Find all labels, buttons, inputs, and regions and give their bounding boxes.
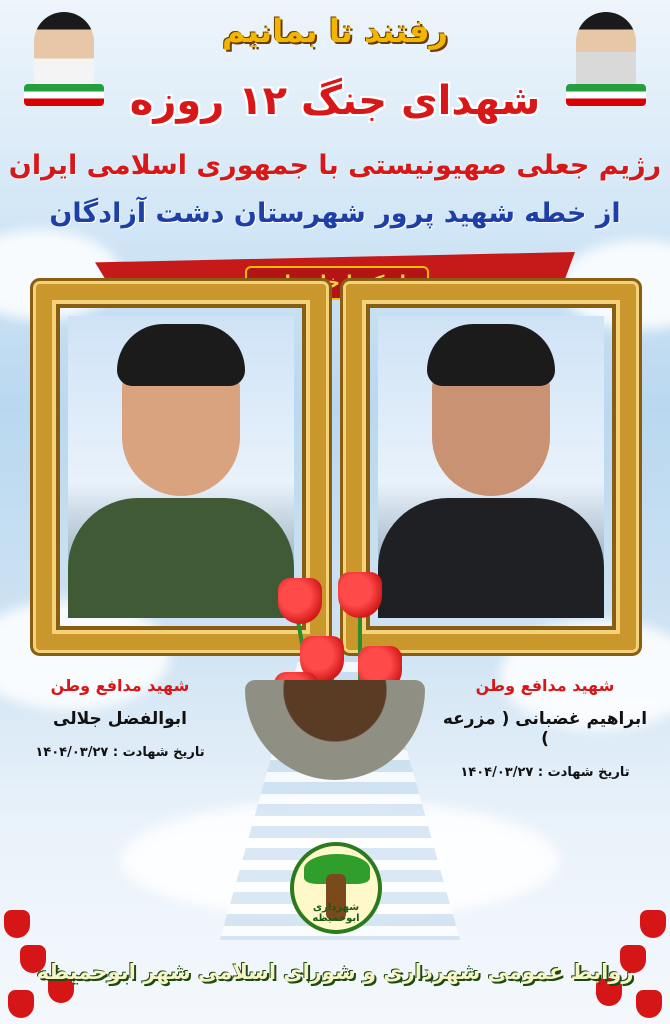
- ribbon-label: لبیک یا خامنه‌ای: [245, 266, 429, 300]
- poster-location: از خطه شهید پرور شهرستان دشت آزادگان: [49, 198, 621, 229]
- footer-credit: روابط عمومی شهرداری و شورای اسلامی شهر ابوحمیظه: [36, 960, 634, 984]
- logo-text: شهرداری ابوحمیظه: [312, 902, 360, 924]
- martyr-date: تاریخ شهادت : ۱۴۰۴/۰۳/۲۷: [35, 745, 205, 760]
- municipality-logo: [290, 842, 382, 934]
- martyr-name: ابراهیم غضبانی ( مزرعه ): [442, 709, 648, 749]
- poster-title: شهدای جنگ ۱۲ روزه: [129, 78, 541, 124]
- martyr-date: تاریخ شهادت : ۱۴۰۴/۰۳/۲۷: [460, 765, 630, 780]
- martyr-photo-right: [378, 316, 604, 618]
- tulip-icon: [4, 910, 30, 938]
- tulip-icon: [8, 990, 34, 1018]
- tulip-icon: [640, 910, 666, 938]
- uniform: [68, 498, 294, 618]
- tulip-icon: [338, 572, 382, 618]
- martyr-info-right: [440, 676, 650, 780]
- martyr-role: شهید مدافع وطن: [475, 676, 615, 695]
- tulip-icon: [636, 990, 662, 1018]
- tulip-icon: [278, 578, 322, 624]
- photo-frame-right: [346, 284, 636, 650]
- uniform: [378, 498, 604, 618]
- martyr-photo-left: [68, 316, 294, 618]
- martyr-info-left: [20, 676, 220, 760]
- poster-slogan: رفتند تا بمانیم: [222, 12, 448, 50]
- poster-subtitle: رژیم جعلی صهیونیستی با جمهوری اسلامی ایران: [8, 150, 662, 181]
- martyr-role: شهید مدافع وطن: [50, 676, 190, 695]
- martyr-name: ابوالفضل جلالی: [53, 709, 187, 729]
